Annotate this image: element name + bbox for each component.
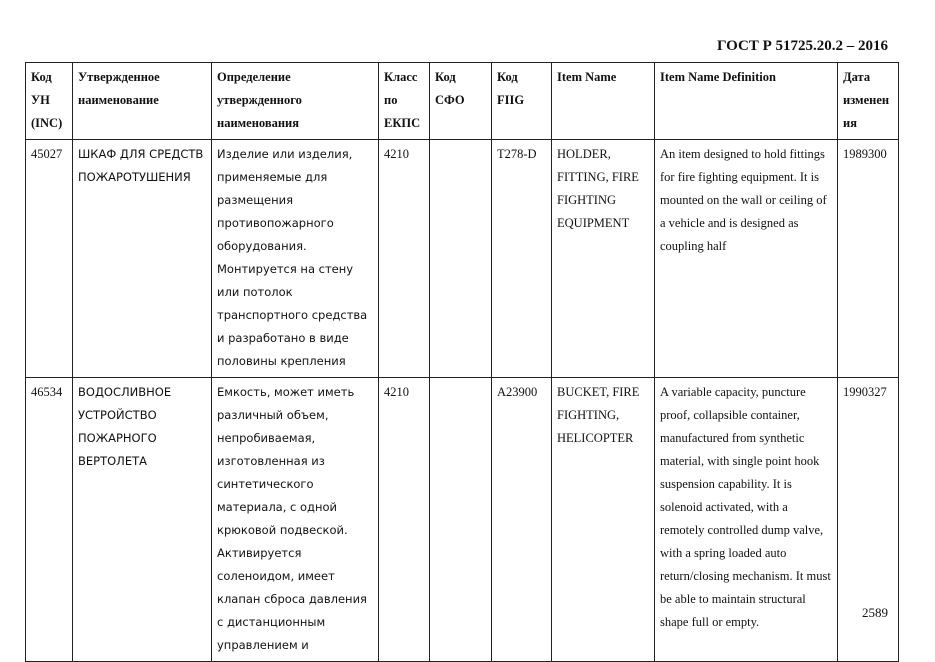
- cell-code-sfo: [430, 378, 492, 662]
- cell-definition-ru: Изделие или изделия, применяемые для размещения противопожарного оборудования. Монтируется на стену или потолок транспортного средства и разработано в виде половины крепления: [212, 140, 379, 378]
- cell-approved-name: ВОДОСЛИВНОЕ УСТРОЙСТВО ПОЖАРНОГО ВЕРТОЛЕТА: [73, 378, 212, 662]
- header-change-date: Дата изменен ия: [838, 63, 899, 140]
- header-definition: Определение утвержденного наименования: [212, 63, 379, 140]
- header-class-ekps: Класс по ЕКПС: [379, 63, 430, 140]
- cell-code-sfo: [430, 140, 492, 378]
- table-row: [26, 140, 899, 378]
- cell-code-inc: 45027: [26, 140, 73, 378]
- cell-code-inc: 46534: [26, 378, 73, 662]
- page-number: 2589: [862, 605, 888, 620]
- cell-definition-ru: Емкость, может иметь различный объем, непробиваемая, изготовленная из синтетического материала, с одной крюковой подвеской. Активируется соленоидом, имеет клапан сброса давления с дистанционным управлением и: [212, 378, 379, 662]
- header-approved-name: Утвержденное наименование: [73, 63, 212, 140]
- cell-change-date: 1990327: [838, 378, 899, 662]
- header-code-sfo: Код СФО: [430, 63, 492, 140]
- cell-item-definition: A variable capacity, puncture proof, collapsible container, manufactured from synthetic material, with single point hook suspension capability. It is solenoid activated, with a remotely controlled dump valve, with a spring loaded auto return/closing mechanism. It must be able to maintain structural shape full or empty.: [655, 378, 838, 662]
- document-code: ГОСТ Р 51725.20.2 – 2016: [716, 38, 888, 54]
- cell-approved-name: ШКАФ ДЛЯ СРЕДСТВ ПОЖАРОТУШЕНИЯ: [73, 140, 212, 378]
- table-row: [26, 378, 899, 662]
- cell-class-ekps: 4210: [379, 378, 430, 662]
- catalog-table: [25, 62, 899, 662]
- header-code-fiig: Код FIIG: [492, 63, 552, 140]
- header-code-inc: Код УН (INC): [26, 63, 73, 140]
- header-item-definition: Item Name Definition: [655, 63, 838, 140]
- cell-item-definition: An item designed to hold fittings for fire fighting equipment. It is mounted on the wall or ceiling of a vehicle and is designed as coupling half: [655, 140, 838, 378]
- cell-code-fiig: A23900: [492, 378, 552, 662]
- cell-code-fiig: T278-D: [492, 140, 552, 378]
- table-header-row: [26, 63, 899, 140]
- header-item-name: Item Name: [552, 63, 655, 140]
- cell-item-name: BUCKET, FIRE FIGHTING, HELICOPTER: [552, 378, 655, 662]
- cell-change-date: 1989300: [838, 140, 899, 378]
- cell-item-name: HOLDER, FITTING, FIRE FIGHTING EQUIPMENT: [552, 140, 655, 378]
- cell-class-ekps: 4210: [379, 140, 430, 378]
